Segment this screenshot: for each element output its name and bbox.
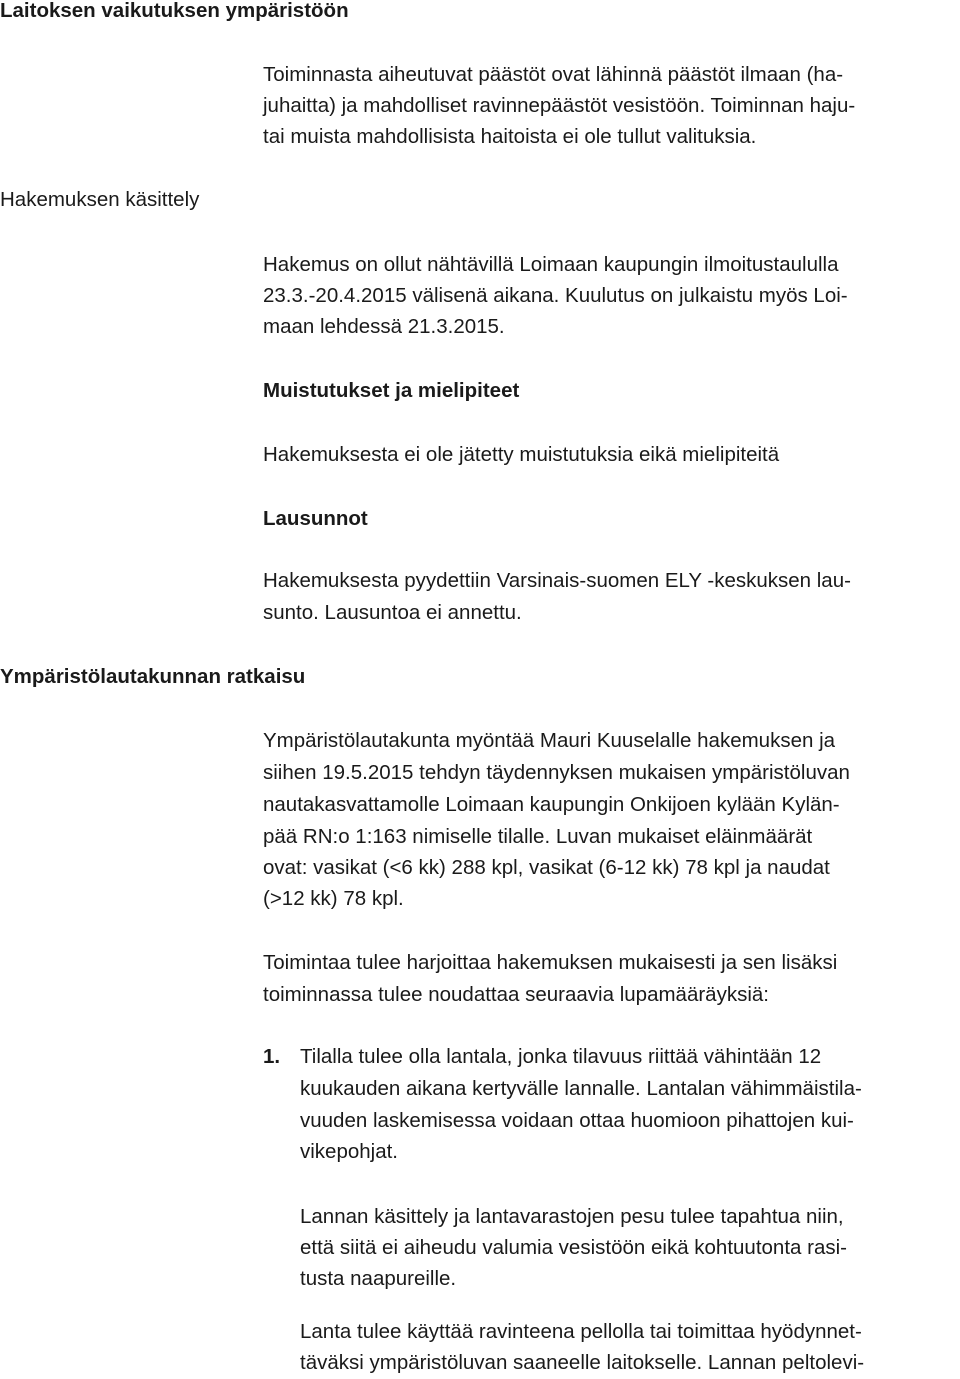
decision-line: nautakasvattamolle Loimaan kaupungin Onkijoen kylään Kylän- — [263, 793, 840, 816]
condition-line: vikepohjat. — [300, 1140, 399, 1163]
decision-line: pää RN:o 1:163 nimiselle tilalle. Luvan mukaiset eläinmäärät — [263, 825, 813, 848]
impact-heading: Laitoksen vaikutuksen ympäristöön — [0, 0, 349, 22]
decision-line: ovat: vasikat (<6 kk) 288 kpl, vasikat (6-12 kk) 78 kpl ja naudat — [263, 856, 830, 879]
condition-line: Tilalla tulee olla lantala, jonka tilavuus riittää vähintään 12 — [300, 1045, 822, 1068]
processing-heading: Hakemuksen käsittely — [0, 188, 200, 211]
impact-line: juhaitta) ja mahdolliset ravinnepäästöt vesistöön. Toiminnan haju- — [263, 94, 856, 117]
condition-line: tusta naapureille. — [300, 1267, 457, 1290]
impact-line: Toiminnasta aiheutuvat päästöt ovat lähinnä päästöt ilmaan (ha- — [263, 63, 844, 86]
statements-line: sunto. Lausuntoa ei annettu. — [263, 601, 522, 624]
impact-line: tai muista mahdollisista haitoista ei ole tullut valituksia. — [263, 125, 757, 148]
conditions-intro-line: Toimintaa tulee harjoittaa hakemuksen mukaisesti ja sen lisäksi — [263, 951, 838, 974]
objections-heading: Muistutukset ja mielipiteet — [263, 379, 520, 402]
condition-line: täväksi ympäristöluvan saaneelle laitokselle. Lannan peltolevi- — [300, 1351, 865, 1374]
processing-line: 23.3.-20.4.2015 välisenä aikana. Kuulutus on julkaistu myös Loi- — [263, 284, 848, 307]
objections-text: Hakemuksesta ei ole jätetty muistutuksia eikä mielipiteitä — [263, 443, 780, 466]
condition-line: Lanta tulee käyttää ravinteena pellolla tai toimittaa hyödynnet- — [300, 1320, 862, 1343]
condition-number: 1. — [263, 1045, 281, 1068]
decision-line: siihen 19.5.2015 tehdyn täydennyksen mukaisen ympäristöluvan — [263, 761, 850, 784]
statements-heading: Lausunnot — [263, 507, 368, 530]
decision-heading: Ympäristölautakunnan ratkaisu — [0, 665, 306, 688]
condition-line: kuukauden aikana kertyvälle lannalle. Lantalan vähimmäistila- — [300, 1077, 862, 1100]
decision-line: Ympäristölautakunta myöntää Mauri Kuuselalle hakemuksen ja — [263, 729, 836, 752]
condition-line: Lannan käsittely ja lantavarastojen pesu tulee tapahtua niin, — [300, 1205, 844, 1228]
condition-line: että siitä ei aiheudu valumia vesistöön eikä kohtuutonta rasi- — [300, 1236, 847, 1259]
processing-line: Hakemus on ollut nähtävillä Loimaan kaupungin ilmoitustaululla — [263, 253, 839, 276]
decision-line: (>12 kk) 78 kpl. — [263, 887, 404, 910]
condition-line: vuuden laskemisessa voidaan ottaa huomioon pihattojen kui- — [300, 1109, 854, 1132]
processing-line: maan lehdessä 21.3.2015. — [263, 315, 505, 338]
conditions-intro-line: toiminnassa tulee noudattaa seuraavia lupamääräyksiä: — [263, 983, 769, 1006]
statements-line: Hakemuksesta pyydettiin Varsinais-suomen ELY -keskuksen lau- — [263, 569, 851, 592]
